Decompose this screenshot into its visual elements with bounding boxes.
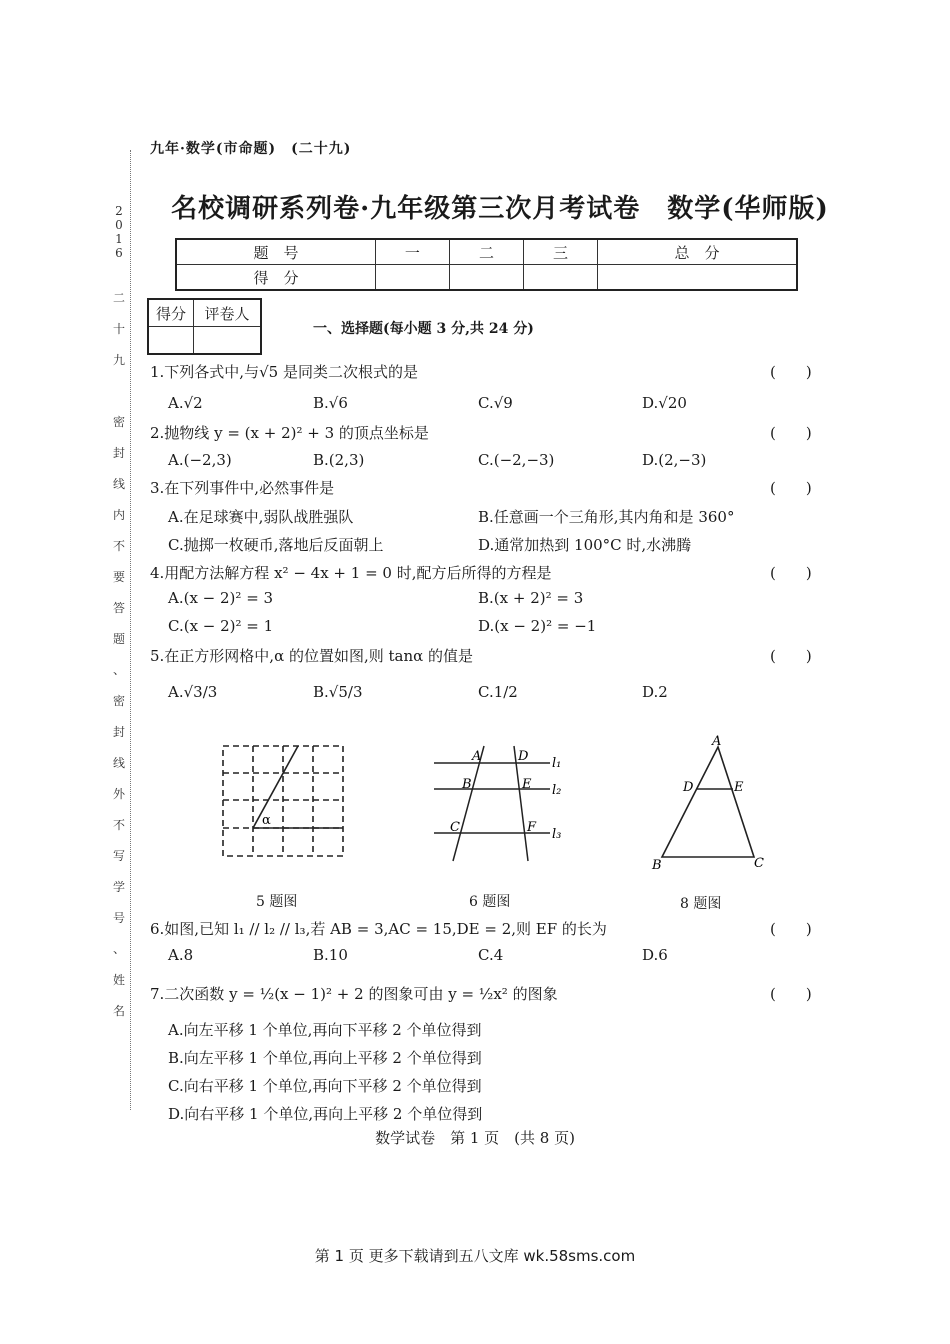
option-d: D.向右平移 1 个单位,再向上平移 2 个单位得到 — [168, 1105, 483, 1123]
answer-bracket[interactable]: ( ) — [770, 424, 812, 442]
figure-5-grid — [222, 745, 344, 857]
grader-name-label: 评卷人 — [194, 299, 262, 327]
seal-char: 答 — [112, 601, 125, 615]
seal-char: 二 — [112, 291, 125, 305]
seal-char: 线 — [112, 756, 125, 770]
seal-char: 写 — [112, 849, 125, 863]
option-c: C.1/2 — [478, 683, 518, 701]
option-c: C.4 — [478, 946, 504, 964]
page-footer: 数学试卷 第 1 页 (共 8 页) — [375, 1129, 575, 1147]
point-d-label: D — [683, 780, 694, 795]
question-3-stem: 3.在下列事件中,必然事件是 — [150, 479, 335, 497]
option-d: D.通常加热到 100°C 时,水沸腾 — [478, 536, 692, 554]
seal-char: 密 — [112, 415, 125, 429]
score-input-cell[interactable] — [598, 265, 797, 291]
grader-score-label: 得分 — [148, 299, 194, 327]
seal-char: 十 — [112, 322, 125, 336]
option-c: C.√9 — [478, 394, 513, 412]
seal-line-text — [110, 205, 128, 1036]
point-b-label: B — [652, 858, 662, 873]
seal-char: 2 — [115, 204, 123, 218]
question-5-stem: 5.在正方形网格中,α 的位置如图,则 tanα 的值是 — [150, 647, 474, 665]
option-a: A.8 — [168, 946, 194, 964]
answer-bracket[interactable]: ( ) — [770, 363, 812, 381]
seal-char: 、 — [112, 663, 125, 677]
score-table-score-row — [176, 265, 797, 291]
option-d: D.√20 — [642, 394, 687, 412]
score-table — [175, 238, 798, 291]
option-d: D.2 — [642, 683, 668, 701]
seal-char: 6 — [115, 246, 123, 260]
answer-bracket[interactable]: ( ) — [770, 564, 812, 582]
option-c: C.向右平移 1 个单位,再向下平移 2 个单位得到 — [168, 1077, 482, 1095]
seal-char: 、 — [112, 942, 125, 956]
option-b: B.向左平移 1 个单位,再向上平移 2 个单位得到 — [168, 1049, 482, 1067]
paper-header: 九年·数学(市命题) (二十九) — [150, 141, 352, 157]
grader-name-cell[interactable] — [194, 327, 262, 355]
option-d: D.(2,−3) — [642, 451, 707, 469]
figure-5-angle-label: α — [262, 813, 271, 828]
score-input-cell[interactable] — [375, 265, 449, 291]
option-a: A.√2 — [168, 394, 203, 412]
seal-char: 线 — [112, 477, 125, 491]
point-c-label: C — [450, 820, 460, 835]
question-7-stem: 7.二次函数 y = ½(x − 1)² + 2 的图象可由 y = ½x² 的图象 — [150, 985, 558, 1003]
seal-char: 学 — [112, 880, 125, 894]
seal-char: 封 — [112, 446, 125, 460]
option-a: A.向左平移 1 个单位,再向下平移 2 个单位得到 — [168, 1021, 482, 1039]
seal-char: 不 — [112, 818, 125, 832]
option-c: C.(x − 2)² = 1 — [168, 617, 274, 635]
question-4-stem: 4.用配方法解方程 x² − 4x + 1 = 0 时,配方后所得的方程是 — [150, 564, 552, 582]
option-a: A.√3/3 — [168, 683, 218, 701]
seal-char: 0 — [115, 218, 123, 232]
figure-8-caption: 8 题图 — [680, 896, 722, 912]
question-2-stem: 2.抛物线 y = (x + 2)² + 3 的顶点坐标是 — [150, 424, 429, 442]
page-title: 名校调研系列卷·九年级第三次月考试卷 数学(华师版) — [171, 194, 829, 224]
seal-char — [110, 261, 128, 292]
option-a: A.在足球赛中,弱队战胜强队 — [168, 508, 354, 526]
seal-char: 密 — [112, 694, 125, 708]
seal-char: 封 — [112, 725, 125, 739]
question-1-stem: 1.下列各式中,与√5 是同类二次根式的是 — [150, 363, 418, 381]
line-l3-label: l₃ — [552, 827, 562, 842]
point-d-label: D — [518, 749, 529, 764]
point-e-label: E — [522, 777, 532, 792]
point-f-label: F — [527, 820, 537, 835]
figure-8-triangle — [648, 733, 778, 873]
point-b-label: B — [462, 777, 472, 792]
grader-table — [147, 298, 262, 355]
line-l2-label: l₂ — [552, 783, 562, 798]
answer-bracket[interactable]: ( ) — [770, 920, 812, 938]
score-cell: 得 分 — [176, 265, 375, 291]
figure-6-caption: 6 题图 — [469, 894, 511, 910]
option-c: C.抛掷一枚硬币,落地后反面朝上 — [168, 536, 384, 554]
point-a-label: A — [472, 749, 482, 764]
seal-char: 九 — [112, 353, 125, 367]
seal-char: 1 — [115, 232, 123, 246]
line-l1-label: l₁ — [552, 756, 562, 771]
seal-char: 不 — [112, 539, 125, 553]
score-cell: 三 — [524, 239, 598, 265]
seal-char — [110, 385, 128, 416]
score-input-cell[interactable] — [449, 265, 523, 291]
seal-char: 题 — [112, 632, 125, 646]
score-input-cell[interactable] — [524, 265, 598, 291]
seal-char: 要 — [112, 570, 125, 584]
score-cell: 一 — [375, 239, 449, 265]
answer-bracket[interactable]: ( ) — [770, 985, 812, 1003]
seal-char: 号 — [112, 911, 125, 925]
seal-char: 姓 — [112, 973, 125, 987]
option-d: D.6 — [642, 946, 668, 964]
figure-6-parallel-lines — [432, 743, 572, 865]
option-a: A.(−2,3) — [168, 451, 232, 469]
question-6-stem: 6.如图,已知 l₁ // l₂ // l₃,若 AB = 3,AC = 15,DE = 2,则 EF 的长为 — [150, 920, 607, 938]
score-cell: 总 分 — [598, 239, 797, 265]
point-c-label: C — [754, 856, 764, 871]
option-a: A.(x − 2)² = 3 — [168, 589, 274, 607]
answer-bracket[interactable]: ( ) — [770, 479, 812, 497]
score-table-header-row — [176, 239, 797, 265]
option-b: B.(2,3) — [313, 451, 365, 469]
option-b: B.√5/3 — [313, 683, 363, 701]
seal-char: 内 — [112, 508, 125, 522]
fold-line — [130, 150, 131, 1110]
seal-char: 名 — [112, 1004, 125, 1018]
option-b: B.10 — [313, 946, 348, 964]
point-a-label: A — [712, 734, 722, 749]
section-title: 一、选择题(每小题 3 分,共 24 分) — [313, 321, 534, 337]
score-cell: 题 号 — [176, 239, 375, 265]
option-b: B.任意画一个三角形,其内角和是 360° — [478, 508, 735, 526]
figure-5-caption: 5 题图 — [256, 894, 298, 910]
option-d: D.(x − 2)² = −1 — [478, 617, 597, 635]
seal-char: 外 — [112, 787, 125, 801]
watermark-link[interactable]: 第 1 页 更多下载请到五八文库 wk.58sms.com — [314, 1247, 636, 1265]
option-c: C.(−2,−3) — [478, 451, 555, 469]
point-e-label: E — [734, 780, 744, 795]
option-b: B.(x + 2)² = 3 — [478, 589, 584, 607]
score-cell: 二 — [449, 239, 523, 265]
answer-bracket[interactable]: ( ) — [770, 647, 812, 665]
option-b: B.√6 — [313, 394, 348, 412]
grader-score-cell[interactable] — [148, 327, 194, 355]
